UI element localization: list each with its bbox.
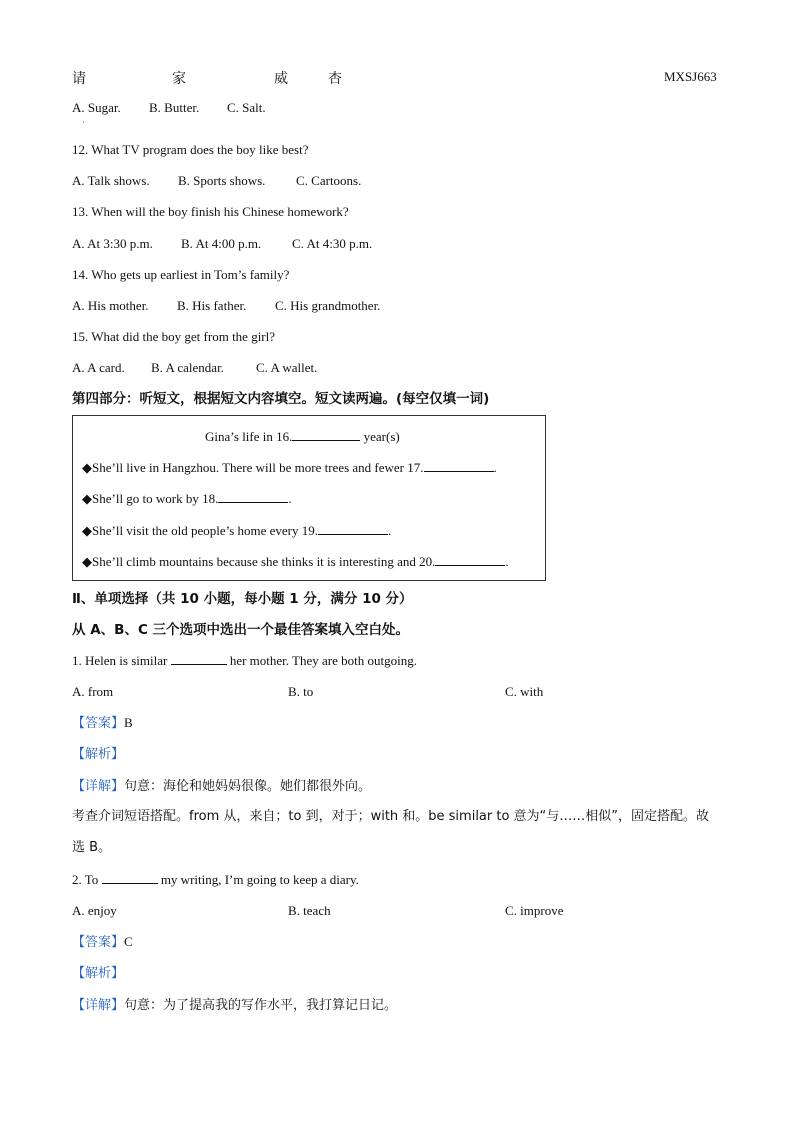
header-char-3: 威 <box>274 72 288 87</box>
blank-19 <box>318 523 388 535</box>
question-13 <box>72 204 349 220</box>
question-number: 13. <box>72 204 89 219</box>
mc1-option-a: A. from <box>72 684 114 699</box>
item-end: . <box>493 460 497 475</box>
detail-text: 句意：海伦和她妈妈很像。她们都很外向。 <box>124 779 372 794</box>
mc2-option-a: A. enjoy <box>72 903 117 918</box>
question-text-post: my writing, I’m going to keep a diary. <box>157 872 359 887</box>
mc1-option-c: C. with <box>505 684 544 699</box>
q12-option-c: C. Cartoons. <box>296 173 362 188</box>
q15-option-a: A. A card. <box>72 360 125 375</box>
q14-option-a: A. His mother. <box>72 298 149 313</box>
question-12 <box>72 142 308 158</box>
mc1-explain-line1: 考查介词短语搭配。from 从，来自；to 到，对于；with 和。be similar to 意为“与……相似”，固定搭配。故 <box>72 809 710 824</box>
detail-text: 句意：为了提高我的写作水平，我打算记日记。 <box>124 998 398 1013</box>
box-item-19 <box>82 523 391 539</box>
mc2-option-b: B. teach <box>288 903 331 918</box>
analysis-label: 【解析】 <box>72 966 125 981</box>
section2-instruction: 从 A、B、C 三个选项中选出一个最佳答案填入空白处。 <box>72 622 410 638</box>
q12-option-b: B. Sports shows. <box>178 173 266 188</box>
analysis-label: 【解析】 <box>72 747 125 762</box>
mc2-answer <box>72 934 133 951</box>
item-end: . <box>388 523 392 538</box>
box-title-suffix: year(s) <box>360 429 400 444</box>
q15-option-c: C. A wallet. <box>256 360 318 375</box>
item-end: . <box>505 554 509 569</box>
q13-option-a: A. At 3:30 p.m. <box>72 236 153 251</box>
question-number: 14. <box>72 267 89 282</box>
q15-option-b: B. A calendar. <box>151 360 224 375</box>
question-number: 15. <box>72 329 89 344</box>
mc1-explain-line2: 选 B。 <box>72 840 112 855</box>
mc2-option-c: C. improve <box>505 903 564 918</box>
question-text-post: her mother. They are both outgoing. <box>226 653 417 668</box>
mc-question-1 <box>72 653 417 669</box>
q11-option-c: C. Salt. <box>227 100 266 115</box>
answer-label: 【答案】 <box>72 716 125 731</box>
box-item-20 <box>82 554 509 570</box>
header-char-1: 请 <box>72 72 86 87</box>
mc1-answer <box>72 715 133 732</box>
mc1-option-b: B. to <box>288 684 314 699</box>
blank-mc2 <box>102 872 158 884</box>
mc-question-2 <box>72 872 359 888</box>
question-15 <box>72 329 275 345</box>
detail-label: 【详解】 <box>72 779 125 794</box>
header-code: MXSJ663 <box>664 69 717 84</box>
q13-option-b: B. At 4:00 p.m. <box>181 236 262 251</box>
q13-option-c: C. At 4:30 p.m. <box>292 236 373 251</box>
question-text-pre: 2. To <box>72 872 102 887</box>
box-title <box>205 429 400 445</box>
q11-option-a: A. Sugar. <box>72 100 121 115</box>
q14-option-b: B. His father. <box>177 298 247 313</box>
item-text: ◆She’ll climb mountains because she thinks it is interesting and 20. <box>82 554 436 569</box>
mc2-analysis-label <box>72 965 124 982</box>
mc1-analysis-label <box>72 746 124 763</box>
part4-title: 第四部分：听短文，根据短文内容填空。短文读两遍。(每空仅填一词) <box>72 391 490 407</box>
item-text: ◆She’ll visit the old people’s home every 19. <box>82 523 319 538</box>
question-14 <box>72 267 289 283</box>
stray-dot: · <box>82 118 85 127</box>
answer-label: 【答案】 <box>72 935 125 950</box>
question-text: Who gets up earliest in Tom’s family? <box>91 267 290 282</box>
blank-18 <box>218 491 288 503</box>
section2-title: Ⅱ、单项选择（共 10 小题，每小题 1 分，满分 10 分） <box>72 591 413 607</box>
q11-option-b: B. Butter. <box>149 100 200 115</box>
box-title-text: Gina’s life in 16. <box>205 429 293 444</box>
mc1-detail <box>72 778 371 795</box>
q14-option-c: C. His grandmother. <box>275 298 381 313</box>
question-text-pre: 1. Helen is similar <box>72 653 171 668</box>
item-text: ◆She’ll live in Hangzhou. There will be more trees and fewer 17. <box>82 460 424 475</box>
blank-20 <box>435 554 505 566</box>
blank-17 <box>424 460 494 472</box>
question-text: What TV program does the boy like best? <box>91 142 309 157</box>
mc2-detail <box>72 997 397 1014</box>
question-number: 12. <box>72 142 89 157</box>
item-text: ◆She’ll go to work by 18. <box>82 491 219 506</box>
blank-16 <box>292 429 360 441</box>
header-char-4: 杏 <box>328 72 342 87</box>
question-text: When will the boy finish his Chinese homework? <box>91 204 349 219</box>
header-char-2: 家 <box>172 72 186 87</box>
box-item-17 <box>82 460 497 476</box>
blank-mc1 <box>171 653 227 665</box>
item-end: . <box>288 491 292 506</box>
question-text: What did the boy get from the girl? <box>91 329 276 344</box>
box-item-18 <box>82 491 292 507</box>
q12-option-a: A. Talk shows. <box>72 173 150 188</box>
detail-label: 【详解】 <box>72 998 125 1013</box>
answer-value: B <box>124 715 133 730</box>
answer-value: C <box>124 934 133 949</box>
